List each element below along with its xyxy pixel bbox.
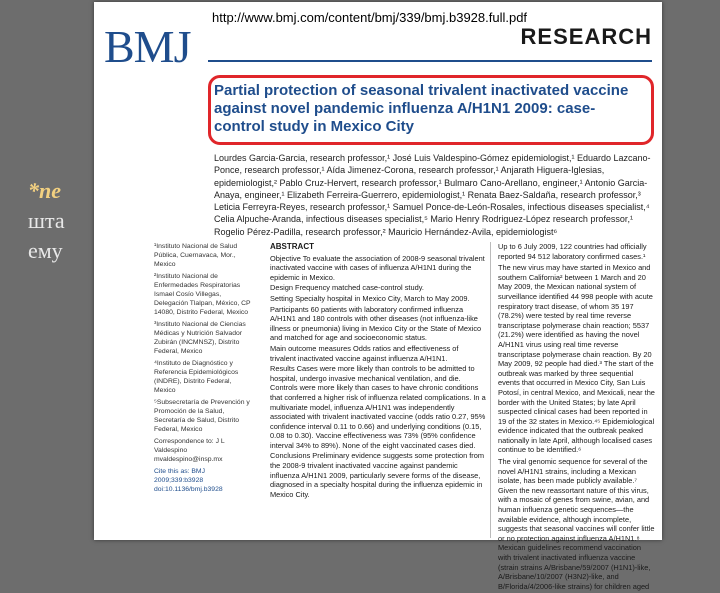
affiliations [154, 242, 254, 497]
abstract-paragraph: Results Cases were more likely than controls to be admitted to hospital, undergo invasive mechanical ventilation, and die. Controls were more likely than cases to have chronic conditions that conferred a higher risk of influenza related complications. In a multivariate model, influenza A/H1N1 was independently associated with trivalent inactivated vaccine (odds ratio 0.27, 95% confidence interval 0.11 to 0.66) and underlying conditions (0.15, 0.08 to 0.30). Vaccine effectiveness was 73% (95% confidence interval 34% to 89%). None of the eight vaccinated cases died. [270, 364, 486, 450]
body-paragraph: The viral genomic sequence for several of the novel A/H1N1 strains, including a Mexican isolate, has been made publicly available.⁷ Given the new reassortant nature of this virus, with a mosaic of genes from swine, avian, and human influenza genetic sequences—the available evidence, although incomplete, suggests that seasonal vaccines will confer little or no protection against influenza A/H1N1.⁸ Mexican guidelines recommend vaccination with trivalent inactivated influenza vaccine (strain strains A/Brisbane/59/2007 (H1N1)-like, A/Brisbane/10/2007 (H3N2)-like, and B/Florida/4/2006-like strains) for children aged [498, 457, 655, 591]
slide-line-2: шта [28, 208, 65, 233]
abstract-paragraph: Setting Specialty hospital in Mexico City, March to May 2009. [270, 293, 470, 303]
affiliation-item: ⁵Subsecretaría de Prevención y Promoción de la Salud, Secretaría de Salud, Distrito Federal, Mexico [154, 399, 250, 433]
affiliation-item: ¹Instituto Nacional de Salud Pública, Cuernavaca, Mor., Mexico [154, 243, 238, 268]
section-label: RESEARCH [520, 24, 652, 49]
abstract-heading: ABSTRACT [270, 242, 314, 251]
affiliation-item: ²Instituto Nacional de Enfermedades Respiratorias Ismael Cosío Villegas, Delegación Tlalpan, México, CP 14080, Distrito Federal, Mexico [154, 273, 251, 316]
body-paragraph: Up to 6 July 2009, 122 countries had officially reported 94 512 laboratory confirmed cases.¹ [498, 242, 647, 261]
abstract-paragraph: Design Frequency matched case-control study. [270, 283, 424, 293]
body-paragraph: The new virus may have started in Mexico and southern California² between 1 March and 20 May 2009, the Mexican national system of surveillance identified 44 998 people with acute respiratory tract disease, of whom 35 197 (78.2%) were tested by real time reverse transcriptase polymerase chain reaction; 5537 (21.2%) were identified as having the novel A/H1N1 virus using real time reverse transcriptase polymerase chain reaction. By 20 May 2009, 92 people had died.³ The start of the outbreak was marked by three sequential events that occurred in Mexico City, San Luis Potosí, in central Mexico, and Mexicali, near the border with the United States; by late April suspected clinical cases had been reported in 19 of the 32 states in Mexico.⁴⁵ Epidemiological evidence indicated that the outbreak peaked nationally in late April, although localised cases continue to be identified.⁶ [498, 263, 655, 455]
slide-line-3: ему [28, 238, 63, 263]
author-list: Lourdes Garcia-Garcia, research professor,¹ José Luis Valdespino-Gómez epidemiologist,¹ Eduardo Lazcano-Ponce, research professor,¹ Aída Jimenez-Corona, research professor,¹ Anjarath Higuera-Iglesias, epidemiologist,² Pablo Cruz-Hervert, research professor,¹ Bulmaro Cano-Arellano, engineer,¹ Antonio Garcia-Anaya, engineer,¹ Elizabeth Ferreira-Guerrero, epidemiologist,¹ Renata Baez-Saldaña, research professor,³ Leticia Ferreyra-Reyes, research professor,¹ Samuel Ponce-de-León-Rosales, infectious diseases specialist,⁴ Celia Alpuche-Aranda, infectious diseases specialist,⁵ Mario Henry Rodriguez-López research professor,¹ Rogelio Pérez-Padilla, research professor,² Mauricio Hernández-Avila, epidemiologist⁶ [214, 153, 651, 237]
abstract-paragraph: Main outcome measures Odds ratios and effectiveness of trivalent inactivated vaccine against influenza A/H1N1. [270, 343, 459, 363]
citation: Cite this as: BMJ 2009;339:b3928 doi:10.1136/bmj.b3928 [154, 468, 223, 493]
article-title: Partial protection of seasonal trivalent inactivated vaccine against novel pandemic influenza A/H1N1 2009: case-control study in Mexico City [214, 82, 629, 135]
abstract-paragraph: Conclusions Preliminary evidence suggests some protection from the 2008-9 trivalent inactivated vaccine against pandemic influenza A/H1N1 2009, particularly severe forms of the disease, diagnosed in a specialty hospital during the influenza epidemic in Mexico City. [270, 451, 485, 499]
slide-bullet-text [28, 176, 65, 266]
abstract [270, 242, 486, 500]
source-url: http://www.bmj.com/content/bmj/339/bmj.b3928.full.pdf [212, 10, 528, 25]
body-text [498, 242, 656, 593]
slide-line-1: *пе [28, 178, 61, 203]
abstract-paragraph: Participants 60 patients with laboratory confirmed influenza A/H1N1 and 180 controls with other diseases (not influenza-like illness or pneumonia) living in Mexico City or the State of Mexico and matched for age and socioeconomic status. [270, 304, 482, 343]
affiliation-item: ⁴Instituto de Diagnóstico y Referencia Epidemiológicos (INDRE), Distrito Federal, Mexico [154, 360, 239, 394]
affiliation-item: ³Instituto Nacional de Ciencias Médicas y Nutrición Salvador Zubirán (INCMNSZ), Distrito Federal, Mexico [154, 321, 246, 355]
bmj-logo: BMJ [104, 21, 191, 72]
header-rule [208, 60, 652, 62]
correspondence: Correspondence to: J L Valdespino mvaldespino@insp.mx [154, 438, 225, 463]
article-page [94, 2, 662, 591]
abstract-paragraph: Objective To evaluate the association of 2008-9 seasonal trivalent inactivated vaccine with cases of influenza A/H1N1 during the epidemic in Mexico. [270, 253, 485, 282]
column-divider [490, 242, 491, 538]
